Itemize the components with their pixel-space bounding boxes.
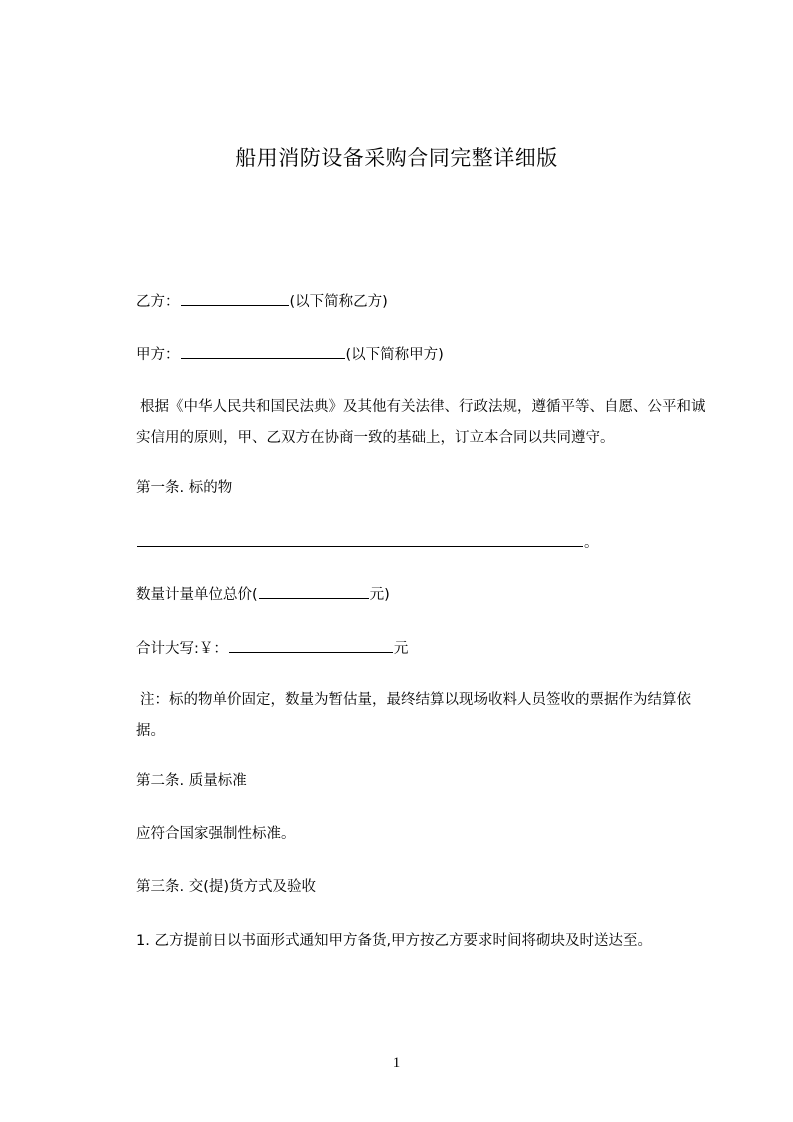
article-2-body: 应符合国家强制性标准。	[136, 826, 296, 842]
subject-matter-line	[136, 532, 599, 553]
total-line	[136, 638, 408, 659]
party-a-blank[interactable]	[181, 344, 345, 359]
preamble-text: 根据《中华人民共和国民法典》及其他有关法律、行政法规，遵循平等、自愿、公平和诚实信用的原则，甲、乙双方在协商一致的基础上，订立本合同以共同遵守。	[136, 399, 706, 446]
quantity-blank[interactable]	[259, 584, 369, 599]
article-3-item-1: 1. 乙方提前日以书面形式通知甲方备货,甲方按乙方要求时间将砌块及时送达至。	[136, 933, 653, 949]
page-number: 1	[392, 1055, 401, 1071]
subject-matter-blank[interactable]	[137, 532, 583, 547]
total-suffix: 元	[393, 641, 409, 657]
quantity-line	[136, 584, 390, 605]
total-prefix: 合计大写:￥：	[136, 641, 228, 657]
document-title: 船用消防设备采购合同完整详细版	[235, 146, 558, 170]
article-3-heading: 第三条. 交(提)货方式及验收	[136, 879, 317, 895]
total-blank[interactable]	[229, 638, 393, 653]
note-paragraph	[136, 685, 706, 747]
preamble-paragraph	[136, 392, 706, 454]
quantity-suffix: 元)	[369, 587, 390, 603]
party-b-suffix: (以下简称乙方)	[289, 294, 388, 310]
party-b-blank[interactable]	[181, 291, 289, 306]
note-text: 注：标的物单价固定，数量为暂估量，最终结算以现场收料人员签收的票据作为结算依据。	[136, 692, 691, 739]
quantity-prefix: 数量计量单位总价(	[136, 587, 258, 603]
article-1-heading: 第一条. 标的物	[136, 480, 233, 496]
party-b-line	[136, 291, 388, 312]
party-a-suffix: (以下简称甲方)	[345, 347, 444, 363]
party-a-label: 甲方：	[136, 347, 180, 363]
party-a-line	[136, 344, 444, 365]
party-b-label: 乙方：	[136, 294, 180, 310]
subject-matter-end: 。	[584, 535, 599, 551]
article-2-heading: 第二条. 质量标准	[136, 773, 247, 789]
